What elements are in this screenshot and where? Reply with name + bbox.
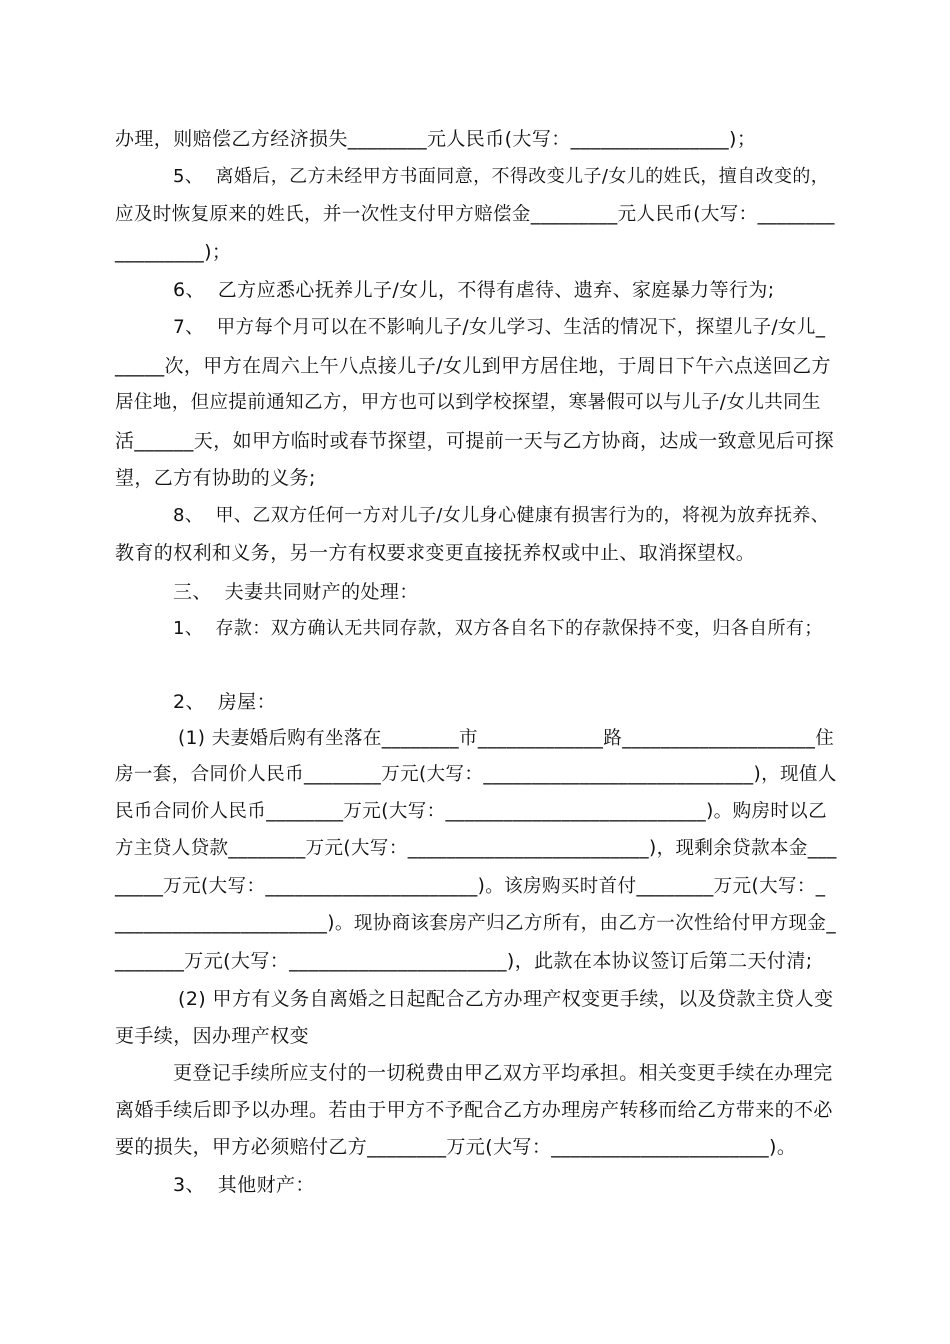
text-line: 居住地，但应提前通知乙方，甲方也可以到学校探望，寒暑假可以与儿子/女儿共同生 xyxy=(115,392,821,413)
text-line: 教育的权利和义务，另一方有权要求变更直接抚养权或中止、取消探望权。 xyxy=(115,542,756,564)
text-line: 要的损失，甲方必须赔付乙方________万元(大写：______________________)。 xyxy=(115,1136,797,1158)
item-3-other-property: 3、 其他财产： xyxy=(173,1174,315,1196)
item-1-deposits: 1、 存款：双方确认无共同存款，双方各自名下的存款保持不变，归各自所有； xyxy=(173,618,823,639)
text-line: 办理，则赔偿乙方经济损失________元人民币(大写：________________)； xyxy=(115,128,757,150)
text-line: 更手续，因办理产权变 xyxy=(115,1025,310,1047)
clause-8-heading: 8、 甲、乙双方任何一方对儿子/女儿身心健康有损害行为的，将视为放弃抚养、 xyxy=(173,505,830,526)
clause-5-heading: 5、 离婚后，乙方未经甲方书面同意，不得改变儿子/女儿的姓氏，擅自改变的， xyxy=(173,166,830,187)
text-line: 应及时恢复原来的姓氏，并一次性支付甲方赔偿金_________元人民币(大写：________ xyxy=(115,204,835,225)
text-line: 房一套，合同价人民币________万元(大写：____________________________)，现值人 xyxy=(115,764,837,785)
sub-item-1-heading: (1) 夫妻婚后购有坐落在________市_____________路____________________住 xyxy=(178,728,835,749)
text-line: 民币合同价人民币________万元(大写：___________________________)。购房时以乙 xyxy=(115,801,828,822)
item-2-housing: 2、 房屋： xyxy=(173,691,276,713)
text-line: _________)； xyxy=(115,241,232,263)
text-line: _______万元(大写：______________________)，此款在本协议签订后第二天付清; xyxy=(115,950,813,972)
text-line: 活______天，如甲方临时或春节探望，可提前一天与乙方协商，达成一致意见后可探 xyxy=(115,430,835,452)
text-line: ______________________)。现协商该套房产归乙方所有，由乙方一次性给付甲方现金_ xyxy=(115,913,836,934)
section-3-heading: 三、 夫妻共同财产的处理： xyxy=(173,581,419,603)
clause-6: 6、 乙方应悉心抚养儿子/女儿，不得有虐待、遗弃、家庭暴力等行为; xyxy=(173,279,775,301)
clause-7-heading: 7、 甲方每个月可以在不影响儿子/女儿学习、生活的情况下，探望儿子/女儿_ xyxy=(173,317,826,338)
sub-item-2-heading: (2) 甲方有义务自离婚之日起配合乙方办理产权变更手续，以及贷款主贷人变 xyxy=(178,988,834,1010)
text-line: 望，乙方有协助的义务; xyxy=(115,467,316,489)
text-line: 离婚手续后即予以办理。若由于甲方不予配合乙方办理房产转移而给乙方带来的不必 xyxy=(115,1099,833,1121)
text-line: 更登记手续所应支付的一切税费由甲乙双方平均承担。相关变更手续在办理完 xyxy=(173,1062,833,1084)
text-line: _____次，甲方在周六上午八点接儿子/女儿到甲方居住地，于周日下午六点送回乙方 xyxy=(115,355,831,377)
text-line: 方主贷人贷款________万元(大写：_________________________)，现剩余贷款本金___ xyxy=(115,838,837,859)
text-line: _____万元(大写：______________________)。该房购买时首付________万元(大写：_ xyxy=(115,876,826,897)
